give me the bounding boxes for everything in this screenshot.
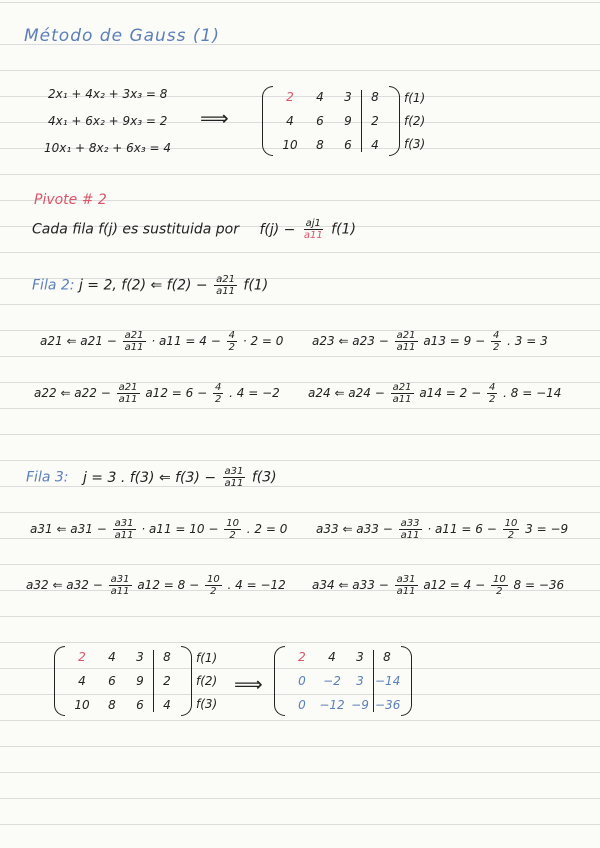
matrix-cell: 6 [108, 674, 116, 688]
line-end: . 4 = −2 [229, 386, 280, 400]
line-fraction [109, 574, 132, 597]
fraction-num: 10 [492, 574, 506, 585]
matrix-cell: 4 [328, 650, 336, 664]
matrix-cell: 4 [286, 114, 294, 128]
line-lhs: a34 ⇐ a33 − [312, 578, 389, 592]
line-fraction [123, 330, 146, 353]
equation-1: 2x₁ + 4x₂ + 3x₃ = 8 [48, 87, 168, 101]
matrix-cell: −14 [375, 674, 401, 688]
matrix-grid [273, 86, 389, 156]
line-rest: a14 = 2 − [419, 386, 482, 400]
fraction-den: a11 [114, 530, 134, 541]
fraction-num: a21 [396, 330, 416, 341]
line-fraction [113, 518, 136, 541]
line-end: 8 = −36 [513, 578, 565, 592]
matrix-cell: 10 [74, 698, 90, 712]
fraction-den: a11 [118, 394, 138, 405]
matrix-cell: 3 [356, 650, 364, 664]
fila2-label: Fila 2: [32, 277, 75, 294]
line-lhs: a32 ⇐ a32 − [26, 578, 103, 592]
line-fraction [224, 518, 241, 541]
row-label: f(1) [404, 90, 426, 105]
fraction-num: a31 [114, 518, 134, 529]
line-end: . 8 = −14 [503, 386, 562, 400]
fraction-num: a33 [400, 518, 420, 529]
fraction-den: a11 [224, 478, 244, 489]
line-end: . 4 = −12 [227, 578, 286, 592]
fraction-num: 10 [504, 518, 518, 529]
fila2-fraction [214, 274, 237, 297]
row-label: f(2) [196, 673, 218, 688]
line-lhs: a24 ⇐ a24 − [308, 386, 385, 400]
line-fraction [117, 382, 140, 405]
matrix-cell: 4 [316, 90, 324, 104]
fraction-num: a31 [224, 466, 244, 477]
row-labels [196, 646, 217, 716]
matrix-cell: 3 [356, 674, 364, 688]
right-paren [181, 646, 192, 716]
matrix-cell: 0 [298, 674, 306, 688]
line-lhs: a33 ⇐ a33 − [316, 522, 393, 536]
line-rest: a13 = 9 − [423, 334, 486, 348]
fraction-den: 2 [214, 394, 222, 405]
fraction-den: 2 [229, 530, 236, 541]
fraction-den: 2 [496, 586, 503, 597]
row-label: f(2) [404, 113, 426, 128]
matrix-cell: −9 [351, 698, 369, 712]
matrix-cell: 3 [136, 650, 144, 664]
line-fraction [503, 518, 520, 541]
line-rest: a12 = 8 − [137, 578, 200, 592]
matrix-cell: 4 [371, 138, 379, 152]
line-lhs: a22 ⇐ a22 − [34, 386, 111, 400]
pivot-rule [32, 218, 356, 241]
fraction-den: 2 [507, 530, 515, 541]
fraction-den: a11 [396, 342, 416, 353]
fraction-num: a21 [392, 382, 412, 393]
line-lhs: a31 ⇐ a31 − [30, 522, 107, 536]
left-paren [262, 86, 273, 156]
fraction-den: a11 [110, 586, 130, 597]
fraction-num: 4 [488, 382, 496, 393]
fraction-num: a31 [396, 574, 416, 585]
line-lhs: a23 ⇐ a23 − [312, 334, 389, 348]
matrix-grid [65, 646, 181, 716]
left-paren [54, 646, 65, 716]
fraction-den: a11 [303, 230, 323, 241]
page-title: Método de Gauss (1) [24, 26, 221, 46]
matrix-cell: 8 [383, 650, 391, 664]
fila2-suffix: f(1) [243, 277, 269, 294]
fila3-label: Fila 3: [26, 469, 69, 486]
fraction-den: a11 [216, 286, 235, 297]
fila3-line-3 [26, 574, 286, 597]
line-fraction [491, 330, 501, 353]
matrix-cell: 2 [286, 90, 294, 104]
matrix-cell: −12 [319, 698, 345, 712]
fraction-den: a11 [124, 342, 144, 353]
fraction-num: 10 [206, 574, 220, 585]
matrix-cell: 2 [163, 674, 171, 688]
fraction-num: a21 [118, 382, 138, 393]
fraction-num: a21 [124, 330, 144, 341]
matrix-cell: 4 [163, 698, 171, 712]
fraction-den: 2 [488, 394, 496, 405]
pivot-rule-suffix: f(1) [331, 221, 356, 238]
line-fraction [227, 330, 237, 353]
fraction-num: 10 [226, 518, 239, 529]
fraction-den: a11 [396, 586, 416, 597]
right-paren [401, 646, 412, 716]
fraction-num: aj1 [305, 218, 321, 229]
line-fraction [205, 574, 222, 597]
fraction-den: a11 [400, 530, 420, 541]
implies-arrow-2: ⟹ [234, 672, 263, 696]
line-fraction [491, 574, 508, 597]
augmented-matrix-3 [274, 646, 412, 716]
augmented-matrix-1 [262, 86, 425, 156]
fila2-line-3 [34, 382, 280, 405]
matrix-cell: 6 [316, 114, 324, 128]
matrix-grid [285, 646, 401, 716]
fraction-num: 4 [492, 330, 500, 341]
matrix-cell: 0 [298, 698, 306, 712]
fila3-expr: j = 3 . f(3) ⇐ f(3) − [82, 469, 217, 486]
equation-3: 10x₁ + 8x₂ + 6x₃ = 4 [44, 141, 171, 155]
matrix-cell: −2 [323, 674, 341, 688]
line-end: · 2 = 0 [242, 334, 284, 348]
matrix-cell: 4 [78, 674, 86, 688]
augmented-matrix-2 [54, 646, 217, 716]
fraction-den: 2 [228, 342, 235, 353]
matrix-cell: 8 [316, 138, 324, 152]
fraction-den: a11 [392, 394, 412, 405]
fila3-suffix: f(3) [251, 469, 277, 486]
line-fraction [395, 330, 418, 353]
pivot-rule-expr: f(j) − [259, 221, 296, 238]
matrix-cell: −36 [375, 698, 401, 712]
pivot-rule-fraction [302, 218, 325, 241]
right-paren [389, 86, 400, 156]
matrix-cell: 8 [163, 650, 171, 664]
fila2-line-4 [308, 382, 561, 405]
fila3-fraction [223, 466, 246, 489]
line-end: . 3 = 3 [507, 334, 548, 348]
fila3-line-4 [312, 574, 564, 597]
row-labels [404, 86, 425, 156]
line-rest: a12 = 4 − [423, 578, 486, 592]
matrix-cell: 8 [108, 698, 116, 712]
matrix-cell: 6 [344, 138, 352, 152]
matrix-cell: 2 [371, 114, 379, 128]
fraction-num: a21 [216, 274, 235, 285]
line-end: . 2 = 0 [246, 522, 288, 536]
matrix-cell: 8 [371, 90, 379, 104]
line-rest: · a11 = 4 − [151, 334, 221, 348]
matrix-cell: 6 [136, 698, 144, 712]
row-label: f(3) [404, 137, 426, 152]
fila2-expr: j = 2, f(2) ⇐ f(2) − [78, 277, 208, 294]
implies-arrow-1: ⟹ [200, 106, 229, 130]
fraction-den: 2 [210, 586, 217, 597]
fila3-line-1 [30, 518, 287, 541]
matrix-cell: 9 [344, 114, 352, 128]
line-lhs: a21 ⇐ a21 − [40, 334, 117, 348]
row-label: f(3) [196, 697, 218, 712]
equation-2: 4x₁ + 6x₂ + 9x₃ = 2 [48, 114, 168, 128]
line-fraction [213, 382, 223, 405]
line-fraction [487, 382, 497, 405]
line-rest: a12 = 6 − [145, 386, 208, 400]
line-rest: · a11 = 10 − [141, 522, 219, 536]
fraction-num: 4 [228, 330, 235, 341]
line-fraction [395, 574, 418, 597]
matrix-cell: 4 [108, 650, 116, 664]
line-rest: · a11 = 6 − [427, 522, 497, 536]
fila3-line-2 [316, 518, 568, 541]
fila2-line-2 [312, 330, 548, 353]
fila2-heading [32, 274, 268, 297]
left-paren [274, 646, 285, 716]
fraction-num: a31 [110, 574, 130, 585]
pivot-rule-prefix: Cada fila f(j) es sustituida por [32, 221, 239, 238]
fila3-heading [26, 466, 277, 489]
line-end: 3 = −9 [525, 522, 569, 536]
matrix-cell: 10 [282, 138, 298, 152]
fila2-line-1 [40, 330, 283, 353]
matrix-cell: 3 [344, 90, 352, 104]
line-fraction [399, 518, 422, 541]
matrix-cell: 9 [136, 674, 144, 688]
fraction-den: 2 [492, 342, 500, 353]
line-fraction [391, 382, 414, 405]
matrix-cell: 2 [298, 650, 306, 664]
pivot-heading: Pivote # 2 [34, 192, 107, 208]
matrix-cell: 2 [78, 650, 86, 664]
row-label: f(1) [196, 650, 218, 665]
fraction-num: 4 [214, 382, 222, 393]
